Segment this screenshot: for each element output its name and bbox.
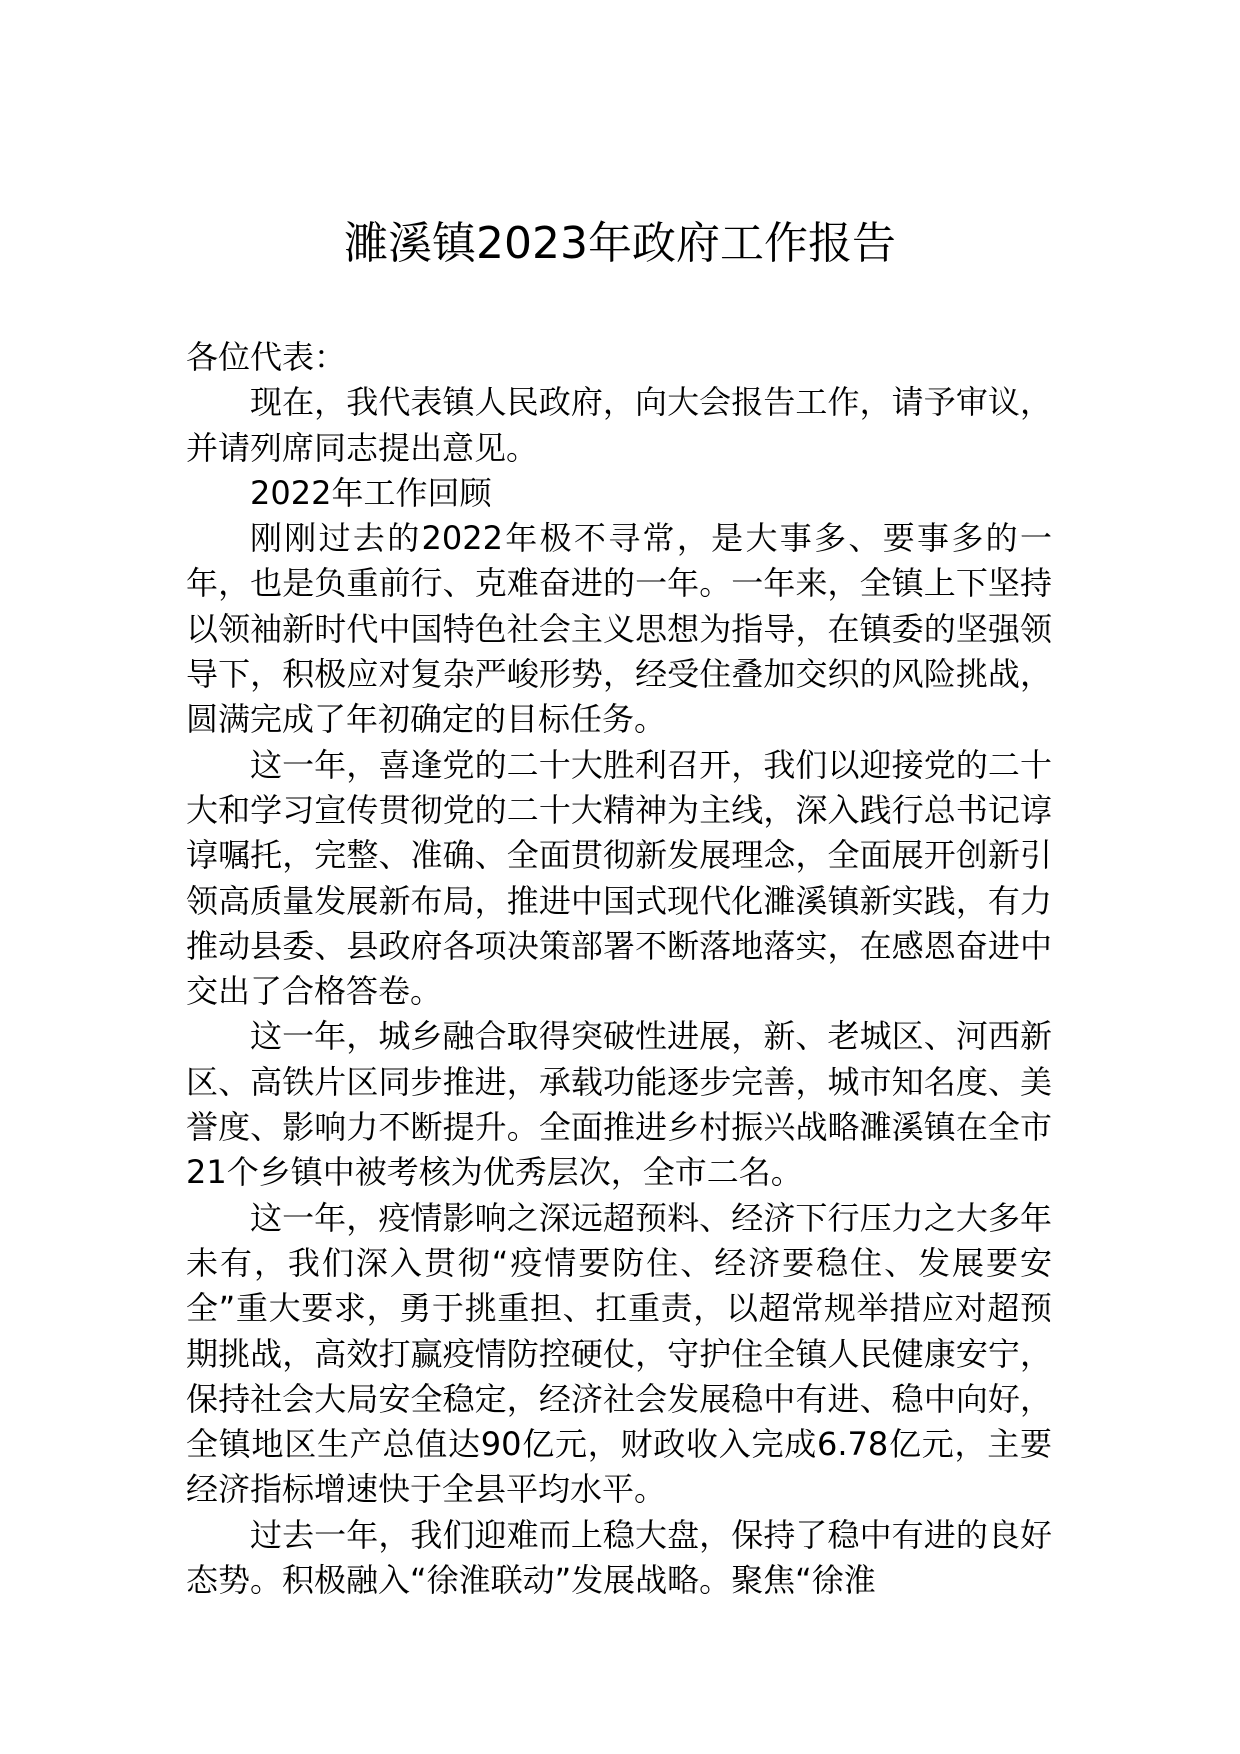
document-title: 濉溪镇2023年政府工作报告 bbox=[344, 218, 896, 269]
paragraph: 这一年，喜逢党的二十大胜利召开，我们以迎接党的二十大和学习宣传贯彻党的二十大精神为主线，深入践行总书记谆谆嘱托，完整、准确、全面贯彻新发展理念，全面展开创新引领高质量发展新布局，推进中国式现代化濉溪镇新实践，有力推动县委、县政府各项决策部署不断落地落实，在感恩奋进中交出了合格答卷。 bbox=[186, 745, 1052, 1011]
section-heading: 2022年工作回顾 bbox=[250, 473, 492, 512]
document-body bbox=[186, 335, 1052, 1603]
paragraph: 现在，我代表镇人民政府，向大会报告工作，请予审议，并请列席同志提出意见。 bbox=[186, 383, 1052, 467]
paragraph: 刚刚过去的2022年极不寻常，是大事多、要事多的一年，也是负重前行、克难奋进的一年。一年来，全镇上下坚持以领袖新时代中国特色社会主义思想为指导，在镇委的坚强领导下，积极应对复杂严峻形势，经受住叠加交织的风险挑战，圆满完成了年初确定的目标任务。 bbox=[186, 519, 1052, 739]
paragraph: 过去一年，我们迎难而上稳大盘，保持了稳中有进的良好态势。积极融入“徐淮联动”发展战略。聚焦“徐淮 bbox=[186, 1515, 1052, 1600]
salutation: 各位代表： bbox=[186, 338, 347, 376]
paragraph: 这一年，疫情影响之深远超预料、经济下行压力之大多年未有，我们深入贯彻“疫情要防住、经济要稳住、发展要安全”重大要求，勇于挑重担、扛重责，以超常规举措应对超预期挑战，高效打赢疫情防控硬仗，守护住全镇人民健康安宁，保持社会大局安全稳定，经济社会发展稳中有进、稳中向好，全镇地区生产总值达90亿元，财政收入完成6.78亿元，主要经济指标增速快于全县平均水平。 bbox=[186, 1198, 1052, 1509]
paragraph: 这一年，城乡融合取得突破性进展，新、老城区、河西新区、高铁片区同步推进，承载功能逐步完善，城市知名度、美誉度、影响力不断提升。全面推进乡村振兴战略濉溪镇在全市21个乡镇中被考核为优秀层次，全市二名。 bbox=[186, 1017, 1052, 1192]
